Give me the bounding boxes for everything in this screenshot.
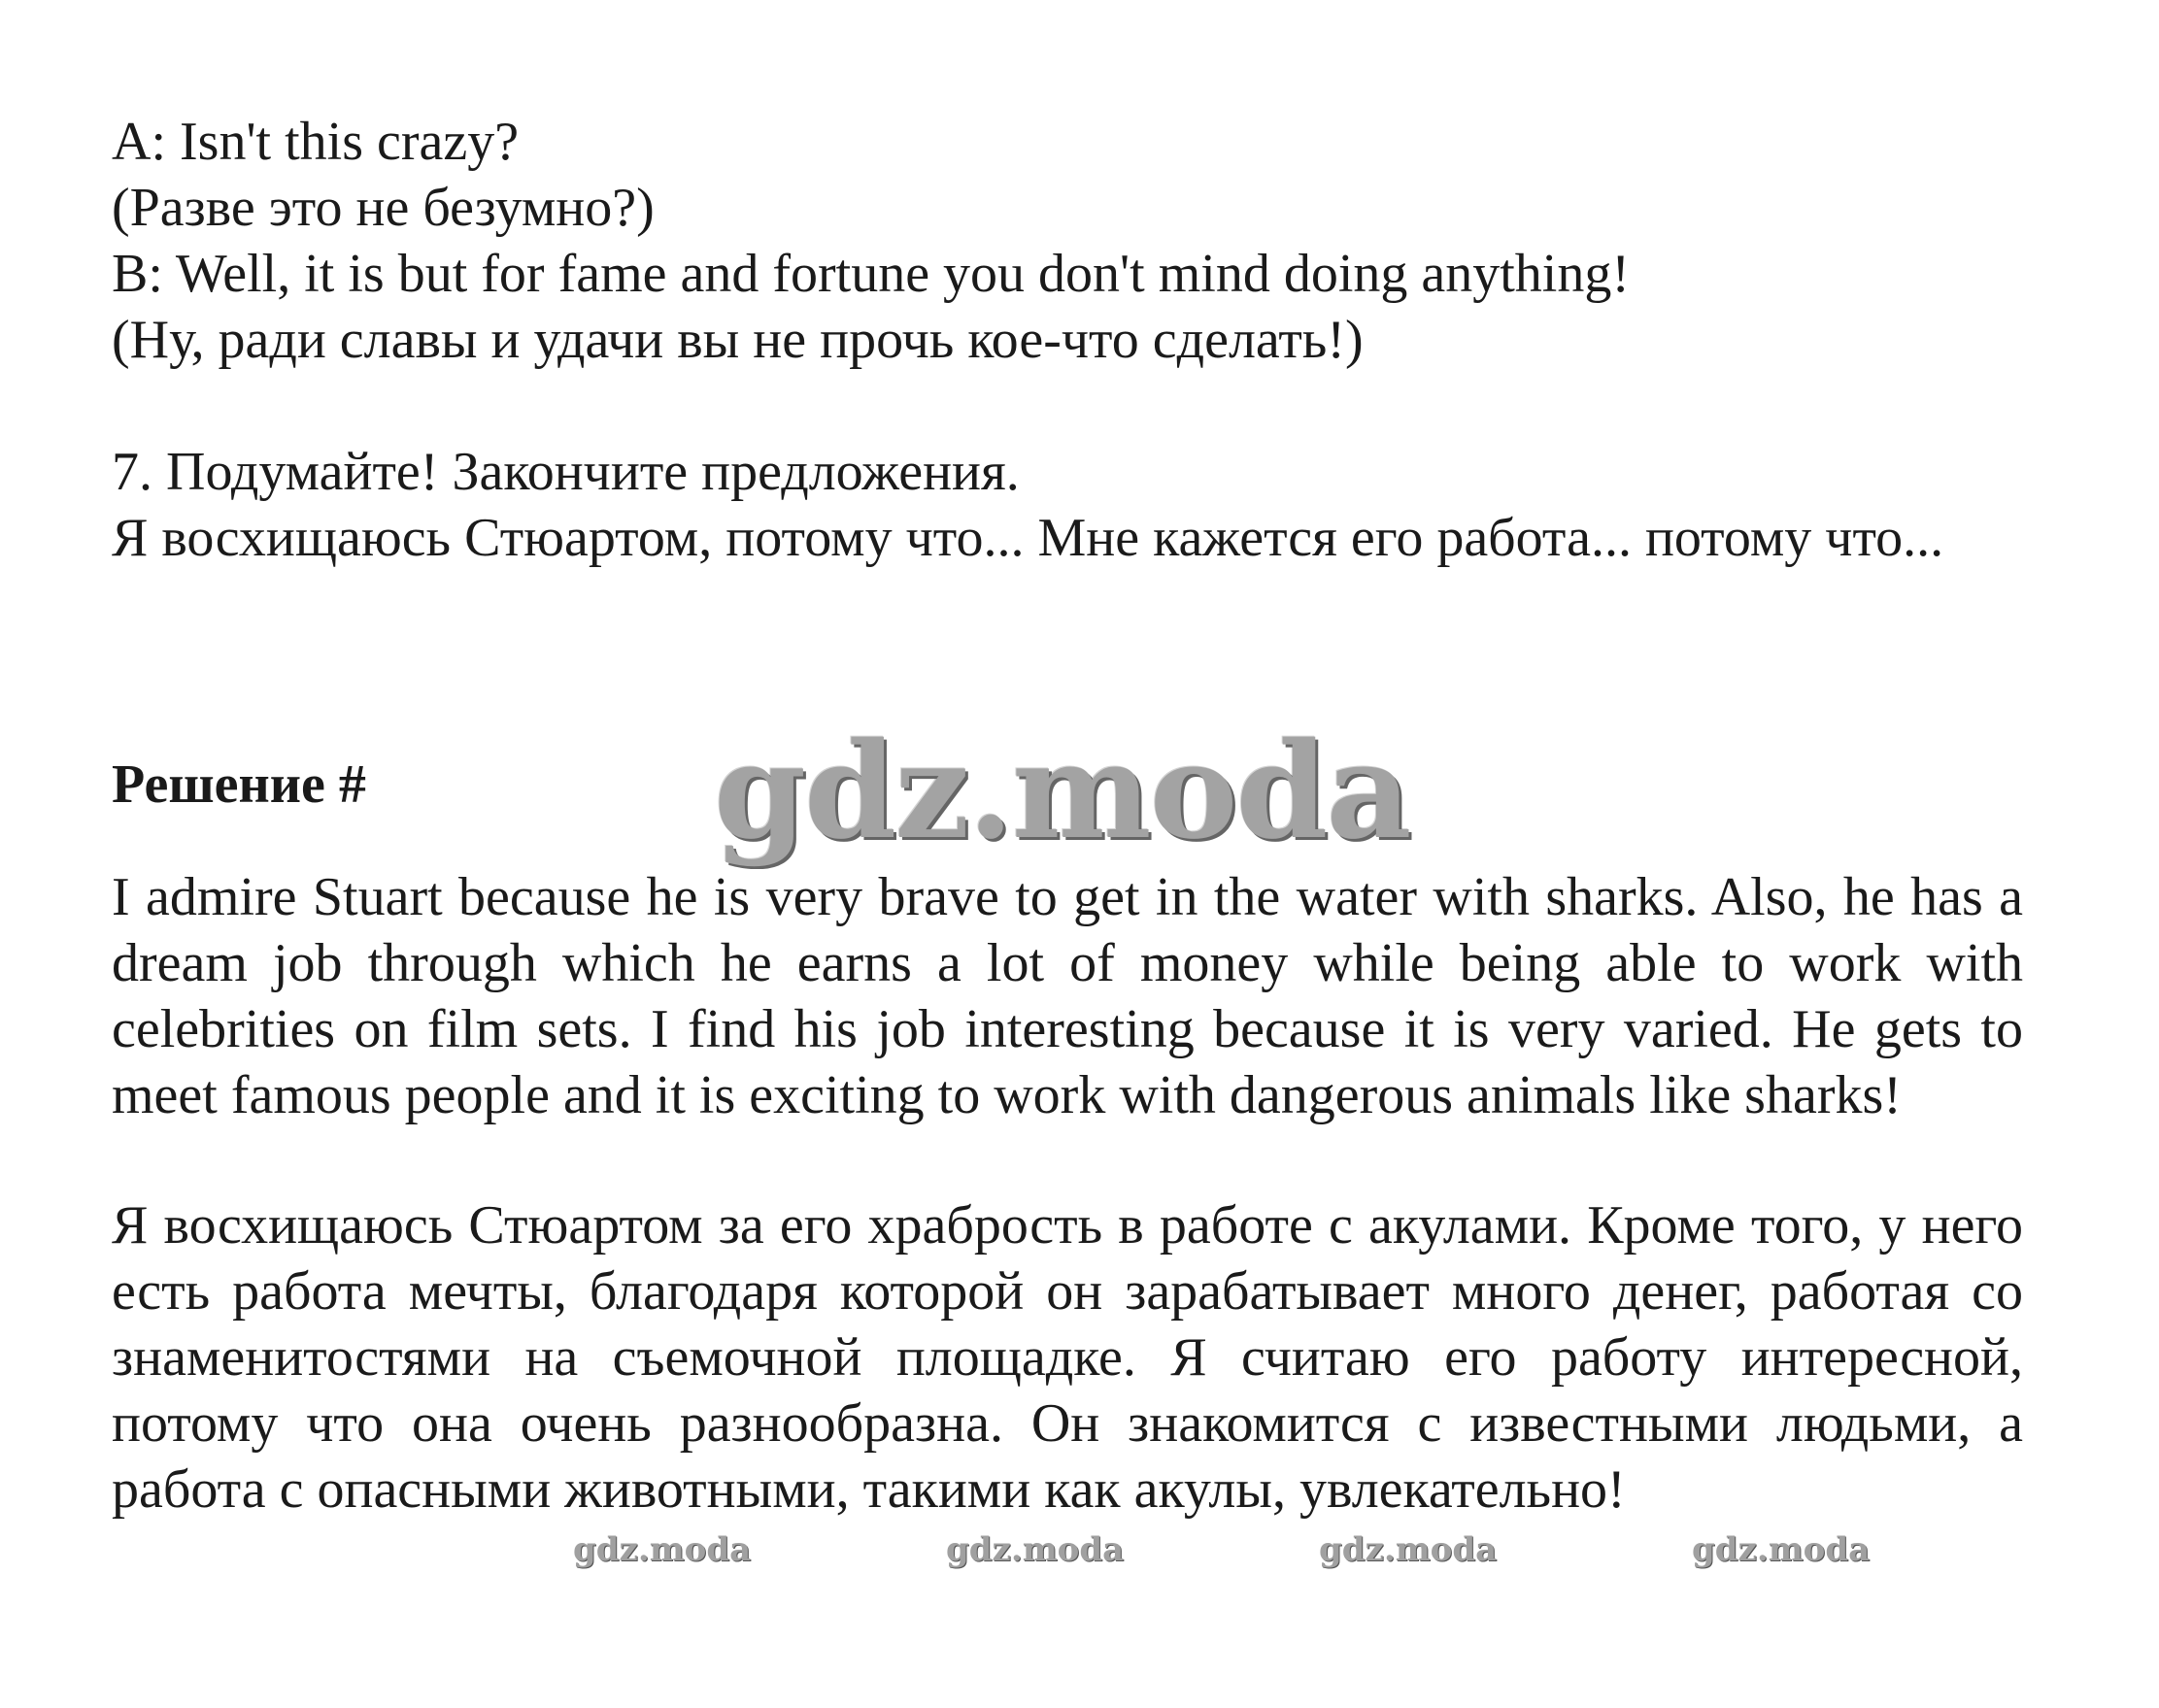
solution-russian-text: Я восхищаюсь Стюартом за его храбрость в работе с акулами. Кроме того, у него есть работа мечты, благодаря которой он зарабатывает много денег, работая со знаменитостями на съемочной площадке. Я считаю его работу интересной, потому что она очень разнообразна. Он знакомится с известными людьми, а работа с опасными животными, такими как акулы, увлекательно!	[112, 1195, 2023, 1520]
task-title: 7. Подумайте! Закончите предложения.	[112, 442, 1020, 502]
watermark-small-3: gdz.moda	[1319, 1530, 1498, 1569]
dialogue-line-a-translation: (Разве это не безумно?)	[112, 178, 655, 238]
dialogue-line-b: B: Well, it is but for fame and fortune you don't mind doing anything!	[112, 244, 1630, 304]
watermark-logo: gdz.moda	[714, 714, 1410, 869]
dialogue-line-b-translation: (Ну, ради славы и удачи вы не прочь кое-что сделать!)	[112, 310, 1364, 370]
task-prompt: Я восхищаюсь Стюартом, потому что... Мне кажется его работа... потому что...	[112, 508, 1944, 568]
watermark-small-1: gdz.moda	[573, 1530, 752, 1569]
solution-heading: Решение #	[112, 754, 366, 815]
watermark-small-4: gdz.moda	[1692, 1530, 1871, 1569]
watermark-small-2: gdz.moda	[946, 1530, 1125, 1569]
dialogue-line-a: A: Isn't this crazy?	[112, 112, 520, 172]
solution-english-text: I admire Stuart because he is very brave to get in the water with sharks. Also, he has a dream job through which he earns a lot of money while being able to work with celebrities on film sets. I find his job interesting because it is very varied. He gets to meet famous people and it is exciting to work with dangerous animals like sharks!	[112, 867, 2023, 1125]
